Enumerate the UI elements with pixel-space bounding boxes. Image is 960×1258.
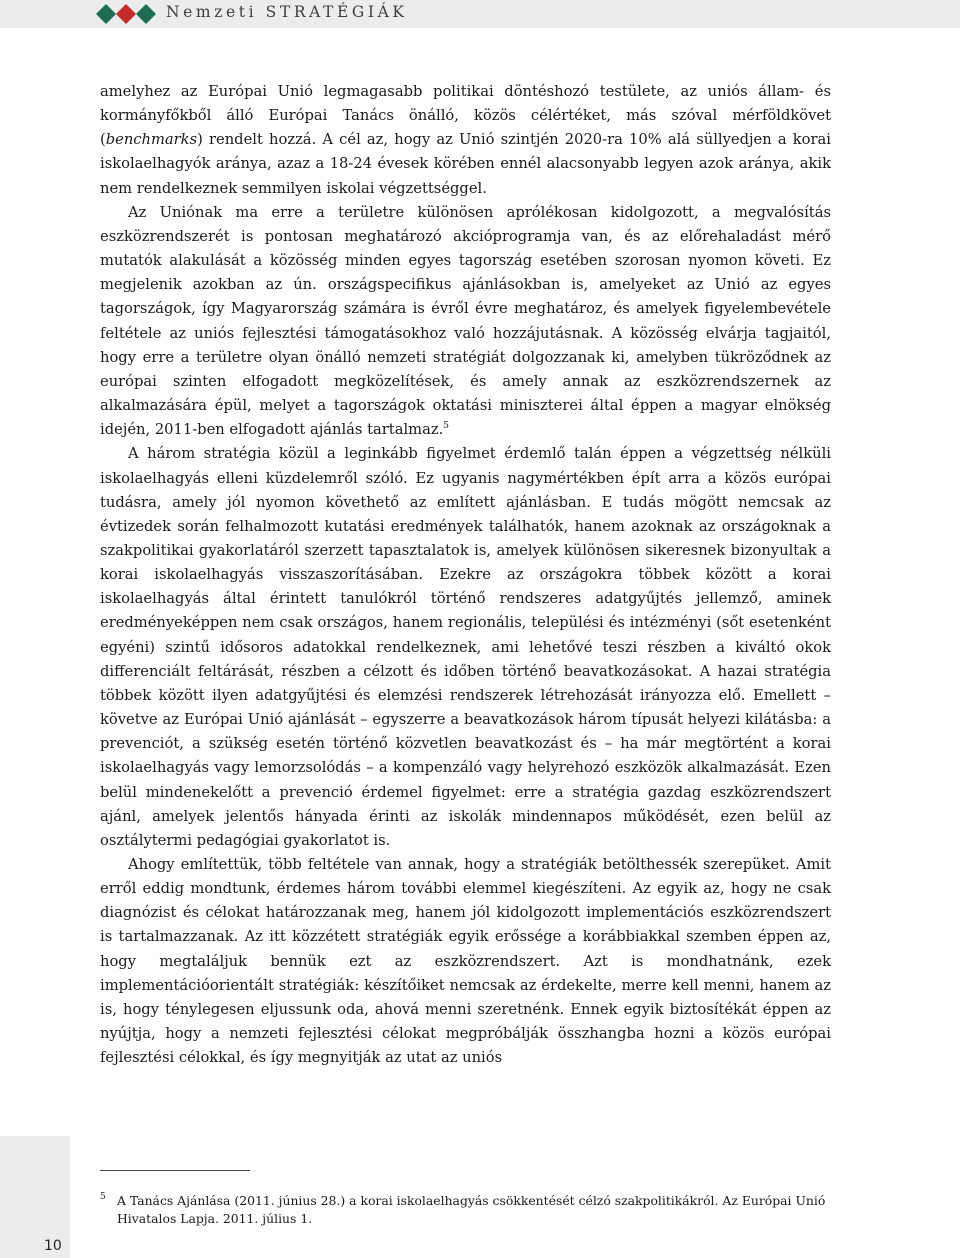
diamond-logo-icon — [96, 4, 160, 24]
paragraph-1: amelyhez az Európai Unió legmagasabb politikai döntéshozó testülete, az uniós állam- és kormányfőkből álló Európai Tanács önálló, közös célértéket, más szóval mérföldkövet (benchmarks) rendelt hozzá. A cél az, hogy az Unió szintjén 2020-ra 10% alá süllyedjen a korai iskolaelhagyók aránya, azaz a 18-24 évesek körében ennél alacsonyabb legyen azok aránya, akik nem rendelkeznek semmilyen iskolai végzettséggel. — [100, 83, 831, 197]
footnote-text: A Tanács Ajánlása (2011. június 28.) a korai iskolaelhagyás csökkentését célzó szakpolitikákról. Az Európai Unió Hivatalos Lapja. 2011. július 1. — [117, 1193, 826, 1226]
paragraph-3: A három stratégia közül a leginkább figyelmet érdemlő talán éppen a végzettség nélküli iskolaelhagyás elleni küzdelemről szóló. Ez ugyanis nagymértékben épít arra a közös európai tudásra, amely jól nyomon követhető az említett ajánlásban. E tudás mögött nemcsak az évtizedek során felhalmozott kutatási eredmények találhatók, hanem azoknak az országoknak a szakpolitikai gyakorlatáról szerzett tapasztalatok is, amelyek különösen sikeresnek bizonyultak a korai iskolaelhagyás visszaszorításában. Ezekre az országokra többek között a korai iskolaelhagyás által érintett tanulókról történő rendszeres adatgyűjtés jellemző, aminek eredményeképpen nem csak országos, hanem regionális, települési és intézményi (sőt esetenként egyéni) szintű idősoros adatokkal rendelkeznek, ami lehetővé teszi részben a kiváltó okok differenciált feltárását, részben a célzott és időben történő beavatkozásokat. A hazai stratégia többek között ilyen adatgyűjtési és elemzési rendszerek létrehozását irányozza elő. Emellett – követve az Európai Unió ajánlását – egyszerre a beavatkozások három típusát helyezi kilátásba: a prevenciót, a szükség esetén történő közvetlen beavatkozást és – ha már megtörtént a korai iskolaelhagyás vagy lemorzsolódás – a kompenzáló vagy helyrehozó eszközök alkalmazását. Ezen belül mindenekelőtt a prevenció érdemel figyelmet: erre a stratégia gazdag eszközrendszert ajánl, amelyek jelentős hányada érinti az iskolák mindennapos működését, ezen belül az osztálytermi pedagógiai gyakorlatot is. — [100, 445, 831, 849]
header-title: Nemzeti STRATÉGIÁK — [166, 3, 408, 21]
diamond-right-icon — [136, 4, 156, 24]
footnote-reference[interactable]: 5 — [443, 421, 449, 432]
diamond-middle-icon — [116, 4, 136, 24]
footnote — [100, 1192, 831, 1227]
footnote-number: 5 — [100, 1192, 106, 1202]
footnote-divider — [100, 1170, 250, 1171]
running-header — [0, 0, 960, 28]
diamond-left-icon — [96, 4, 116, 24]
italic-term: benchmarks — [105, 131, 198, 149]
body-text — [100, 80, 831, 1070]
page-number: 10 — [44, 1238, 62, 1254]
paragraph-4: Ahogy említettük, több feltétele van annak, hogy a stratégiák betölthessék szerepüket. Amit erről eddig mondtunk, érdemes három további elemmel kiegészíteni. Az egyik az, hogy ne csak diagnózist és célokat határozzanak meg, hanem jól kidolgozott implementációs eszközrendszert is tartalmazzanak. Az itt közzétett stratégiák egyik erőssége a korábbiakkal szemben éppen az, hogy megtaláljuk bennük ezt az eszközrendszert. Azt is mondhatnánk, ezek implementációorientált stratégiák: készítőiket nemcsak az érdekelte, merre kell menni, hanem az is, hogy ténylegesen eljussunk oda, ahová menni szeretnénk. Ennek egyik biztosítékát éppen az nyújtja, hogy a nemzeti fejlesztési célokat megpróbálják összhangba hozni a közös európai fejlesztési célokkal, és így megnyitják az utat az uniós — [100, 856, 831, 1067]
paragraph-2: Az Uniónak ma erre a területre különösen aprólékosan kidolgozott, a megvalósítás eszközrendszerét is pontosan meghatározó akcióprogramja van, és az előrehaladást mérő mutatók alakulását a közösség minden egyes tagország esetében szorosan nyomon követi. Ez megjelenik azokban az ún. országspecifikus ajánlásokban is, amelyeket az Unió az egyes tagországok, így Magyarország számára is évről évre meghatároz, és amelyek figyelembevétele feltétele az uniós fejlesztési támogatásokhoz való hozzájutásnak. A közösség elvárja tagjaitól, hogy erre a területre olyan önálló nemzeti stratégiát dolgozzanak ki, amelyben tükröződnek az európai szinten elfogadott megközelítések, és amely annak az eszközrendszernek az alkalmazására épül, melyet a tagországok oktatási miniszterei által éppen a magyar elnökség idején, 2011-ben elfogadott ajánlás tartalmaz.$^5$ — [100, 203, 831, 439]
